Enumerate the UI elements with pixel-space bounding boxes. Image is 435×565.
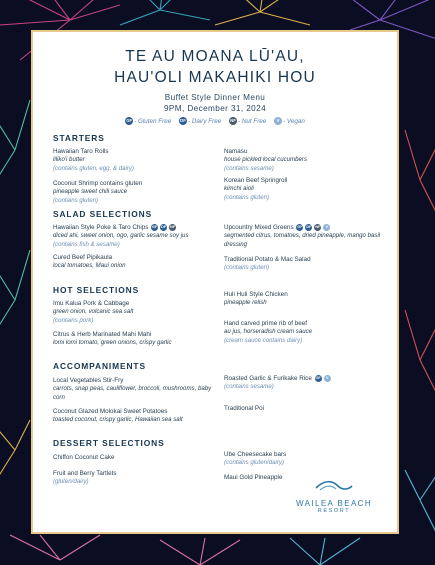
menu-subtitle: Buffet Style Dinner Menu — [164, 93, 266, 102]
gluten-free-icon: GF — [126, 118, 133, 123]
gluten-free-icon: GF — [297, 225, 303, 229]
nut-free-icon: NF — [315, 225, 321, 229]
menu-item: Coconut Glazed Molokai Sweet Potatoes toasted coconut, crispy garlic, Hawaiian sea salt — [53, 408, 183, 424]
dairy-free-icon: DF — [161, 225, 167, 229]
section-starters: STARTERS — [53, 133, 105, 143]
menu-item: Fruit and Berry Tartlets (gluten/dairy) — [53, 470, 117, 486]
menu-item: Hawaiian Style Poke & Taro Chips GF DF NF diced ahi, sweet onion, ogo, garlic sesame soy jus (contains fish & sesame) — [53, 224, 189, 248]
legend-gluten-free: GF - Gluten Free — [126, 117, 172, 125]
menu-card — [31, 30, 399, 534]
menu-item: Upcountry Mixed Greens GF DF NF V segmented citrus, tomatoes, dried pineapple, mango basil dressing — [224, 224, 381, 248]
menu-item: Ube Cheesecake bars (contains gluten/dairy) — [224, 451, 287, 467]
menu-item: Maui Gold Pineapple — [224, 474, 283, 481]
menu-item: Huli Huli Style Chicken pineapple relish — [224, 291, 288, 307]
menu-item: Coconut Shrimp contains gluten pineapple sweet chili sauce (contains gluten) — [53, 180, 143, 204]
nut-free-icon: NF — [230, 118, 236, 123]
section-salads: SALAD SELECTIONS — [53, 209, 153, 219]
vegan-icon: V — [274, 117, 282, 125]
menu-item: Hawaiian Taro Rolls liliko'i butter (contains gluten, egg, & dairy) — [53, 148, 134, 172]
menu-item: Namasu house pickled local cucumbers (contains sesame) — [224, 148, 307, 172]
wave-icon — [314, 478, 354, 492]
section-desserts: DESSERT SELECTIONS — [53, 438, 165, 448]
dairy-free-icon: DF — [180, 118, 186, 123]
gluten-free-icon: GF — [315, 376, 321, 380]
legend-nut-free: NF - Nut Free — [230, 117, 267, 125]
resort-logo — [291, 478, 377, 514]
dietary-legend — [33, 117, 397, 125]
menu-item: Local Vegetables Stir-Fry carrots, snap peas, cauliflower, broccoli, mushrooms, baby corn — [53, 377, 212, 401]
menu-item: Roasted Garlic & Furikake Rice GF V (contains sesame) — [224, 375, 374, 392]
legend-dairy-free: DF - Dairy Free — [180, 117, 222, 125]
vegan-icon: V — [324, 375, 331, 382]
logo-wordmark: WAILEA BEACH — [295, 499, 373, 508]
dairy-free-icon: DF — [306, 225, 312, 229]
menu-item: Citrus & Herb Marinated Mahi Mahi lomi lomi tomato, green onions, crispy garlic — [53, 331, 172, 347]
nut-free-icon: NF — [170, 225, 176, 229]
section-hot: HOT SELECTIONS — [53, 285, 140, 295]
vegan-icon: V — [323, 224, 330, 231]
legend-vegan: V - Vegan — [274, 118, 305, 125]
menu-title-line2: HAU'OLI MAKAHIKI HOU — [114, 69, 316, 86]
menu-item: Chiffon Coconut Cake — [53, 454, 115, 461]
menu-item: Imu Kalua Pork & Cabbage green onion, volcanic sea salt (contains pork) — [53, 300, 134, 324]
logo-subtitle: RESORT — [317, 508, 351, 514]
menu-item: Traditional Poi — [224, 405, 265, 412]
menu-datetime: 9PM, December 31, 2024 — [163, 104, 267, 113]
section-accompaniments: ACCOMPANIMENTS — [53, 361, 146, 371]
menu-item: Traditional Potato & Mac Salad (contains gluten) — [224, 256, 311, 272]
menu-item: Korean Beef Springroll kimchi aioli (contains gluten) — [224, 177, 288, 201]
menu-title-line1: TE AU MOANA LŪ'AU, — [125, 48, 305, 65]
gluten-free-icon: GF — [152, 225, 158, 229]
menu-item: Cured Beef Pipikaula local tomatoes, Maui onion — [53, 254, 126, 270]
menu-item: Hand carved prime rib of beef au jus, horseradish cream sauce (cream sauce contains dairy) — [224, 320, 313, 344]
